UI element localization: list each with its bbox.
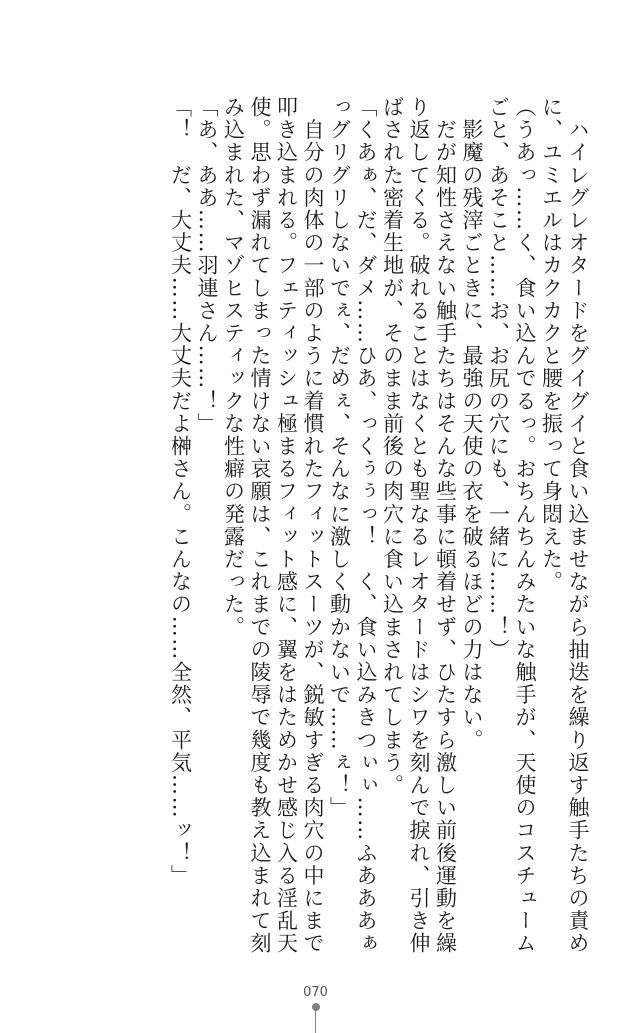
paragraph: 影魔の残滓ごときに、最強の天使の衣を破るほどの力はない。 [460, 96, 484, 752]
paragraph: 自分の肉体の一部のように着慣れたフィットスーツが、鋭敏すぎる肉穴の中にまで叩き込まれる。フェティッシュ極まるフィット感に、翼をはためかせ感じ入る淫乱天使。思わず漏れてしまった情けない哀願は、これまでの陵辱で幾度も教え込まれて刻み込まれた、マゾヒスティックな性癖の発露だった。 [221, 96, 325, 955]
page-marker-dot [312, 1003, 320, 1011]
page-number: 070 [303, 985, 328, 1000]
paragraph: ハイレグレオタードをグイグイと食い込ませながら抽迭を繰り返す触手たちの責めに、ユミエルはカクカクと腰を振って身悶えた。 [539, 96, 590, 955]
paragraph: （うあっ……く、食い込んでるっ。おちんちんみたいな触手が、天使のコスチュームごと、あそこと……お、お尻の穴にも、一緒に……！） [486, 96, 537, 955]
paragraph: だが知性さえない触手たちはそんな些事に頓着せず、ひたすら激しい前後運動を繰り返してくる。破れることはなくとも聖なるレオタードはシワを刻んで捩れ、引き伸ばされた密着生地が、そのまま前後の肉穴に食い込まされてしまう。 [380, 96, 458, 955]
body-text [31, 96, 591, 976]
paragraph: 「あ、ああ……羽連さん……！」 [195, 96, 219, 435]
paragraph: 「！ だ、大丈夫……大丈夫だよ榊さん。こんなの……全然、平気……ッ！」 [168, 96, 193, 887]
page-marker-line [315, 1010, 316, 1033]
paragraph: 「くあぁ、だ、ダメ……ひあ、っくぅぅっ！ く、食い込みきつぃぃ……ふあああぁっグリグリしないでぇ、だめぇ、そんなに激しく動かないで……ぇ！」 [327, 96, 378, 955]
